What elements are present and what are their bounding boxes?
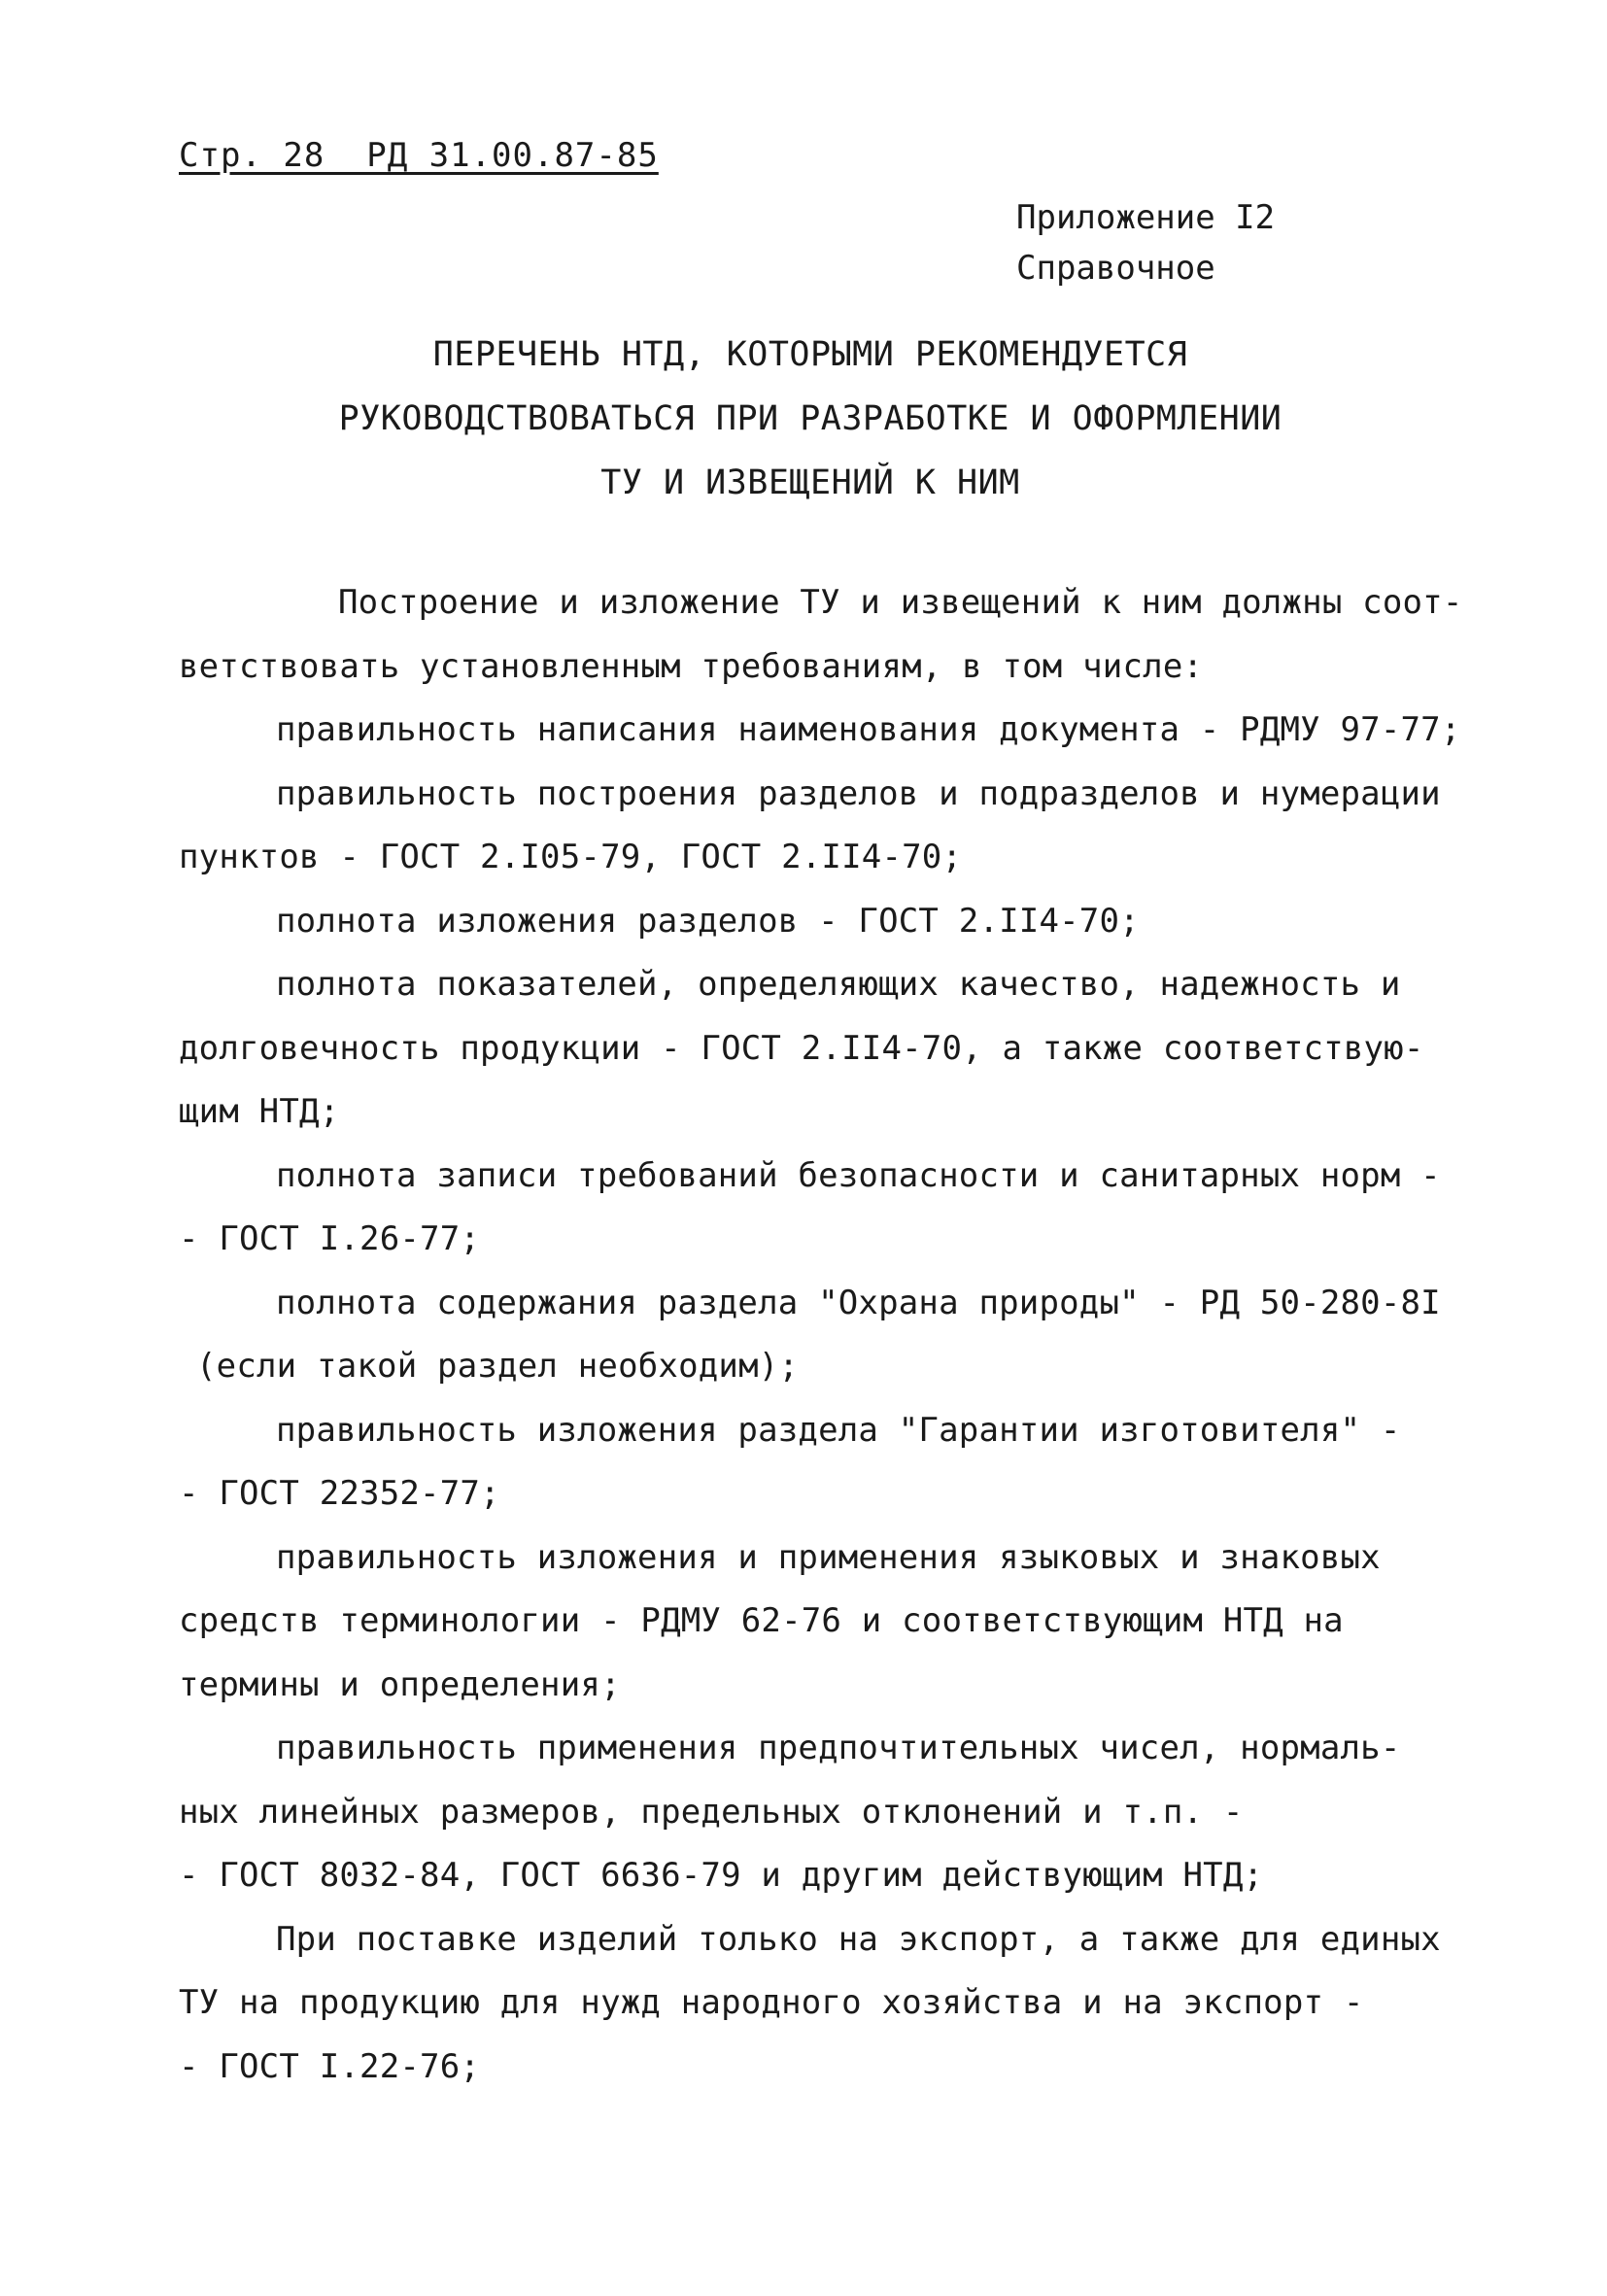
list-item-line: полнота содержания раздела "Охрана природы" - РД 50-280-8I: [276, 1283, 1441, 1322]
list-item-line: пунктов - ГОСТ 2.I05-79, ГОСТ 2.II4-70;: [179, 838, 963, 876]
title-line: ТУ И ИЗВЕЩЕНИЙ К НИМ: [600, 463, 1020, 502]
list-item-line: - ГОСТ I.26-77;: [179, 1219, 481, 1258]
list-item-line: - ГОСТ 22352-77;: [179, 1474, 500, 1513]
paragraph-line: ветствовать установленным требованиям, в том числе:: [179, 646, 1204, 686]
title-line: РУКОВОДСТВОВАТЬСЯ ПРИ РАЗРАБОТКЕ И ОФОРМЛЕНИИ: [338, 399, 1282, 438]
list-item-line: долговечность продукции - ГОСТ 2.II4-70, а также соответствую-: [179, 1028, 1424, 1068]
list-item-line: правильность изложения и применения языковых и знаковых: [276, 1537, 1381, 1577]
list-item-line: правильность применения предпочтительных чисел, нормаль-: [276, 1729, 1401, 1767]
page-reference: Стр. 28 РД 31.00.87-85: [179, 136, 659, 175]
list-item-line: полнота записи требований безопасности и санитарных норм -: [276, 1155, 1441, 1195]
title-line: ПЕРЕЧЕНЬ НТД, КОТОРЫМИ РЕКОМЕНДУЕТСЯ: [432, 335, 1188, 374]
paragraph-line: ТУ на продукцию для нужд народного хозяйства и на экспорт -: [179, 1983, 1364, 2022]
appendix-label: Приложение I2: [1016, 198, 1276, 237]
list-item-line: правильность написания наименования документа - РДМУ 97-77;: [276, 710, 1461, 749]
paragraph-line: Построение и изложение ТУ и извещений к ним должны соот-: [338, 583, 1463, 622]
appendix-type: Справочное: [1016, 249, 1215, 288]
body-text: [179, 571, 1463, 2099]
list-item-line: щим НТД;: [179, 1092, 340, 1131]
appendix-block: [1016, 192, 1275, 293]
list-item-line: правильность построения разделов и подразделов и нумерации: [276, 773, 1441, 813]
list-item-line: средств терминологии - РДМУ 62-76 и соответствующим НТД на: [179, 1601, 1344, 1640]
list-item-line: ных линейных размеров, предельных отклонений и т.п. -: [179, 1792, 1244, 1832]
list-item-line: (если такой раздел необходим);: [196, 1347, 800, 1386]
list-item-line: полнота изложения разделов - ГОСТ 2.II4-70;: [276, 901, 1140, 941]
list-item-line: полнота показателей, определяющих качество, надежность и: [276, 965, 1401, 1004]
paragraph-line: - ГОСТ I.22-76;: [179, 2046, 481, 2086]
list-item-line: термины и определения;: [179, 1664, 621, 1704]
document-title: [179, 323, 1442, 515]
list-item-line: - ГОСТ 8032-84, ГОСТ 6636-79 и другим действующим НТД;: [179, 1856, 1264, 1895]
paragraph-line: При поставке изделий только на экспорт, а также для единых: [276, 1919, 1441, 1959]
list-item-line: правильность изложения раздела "Гарантии изготовителя" -: [276, 1410, 1401, 1450]
